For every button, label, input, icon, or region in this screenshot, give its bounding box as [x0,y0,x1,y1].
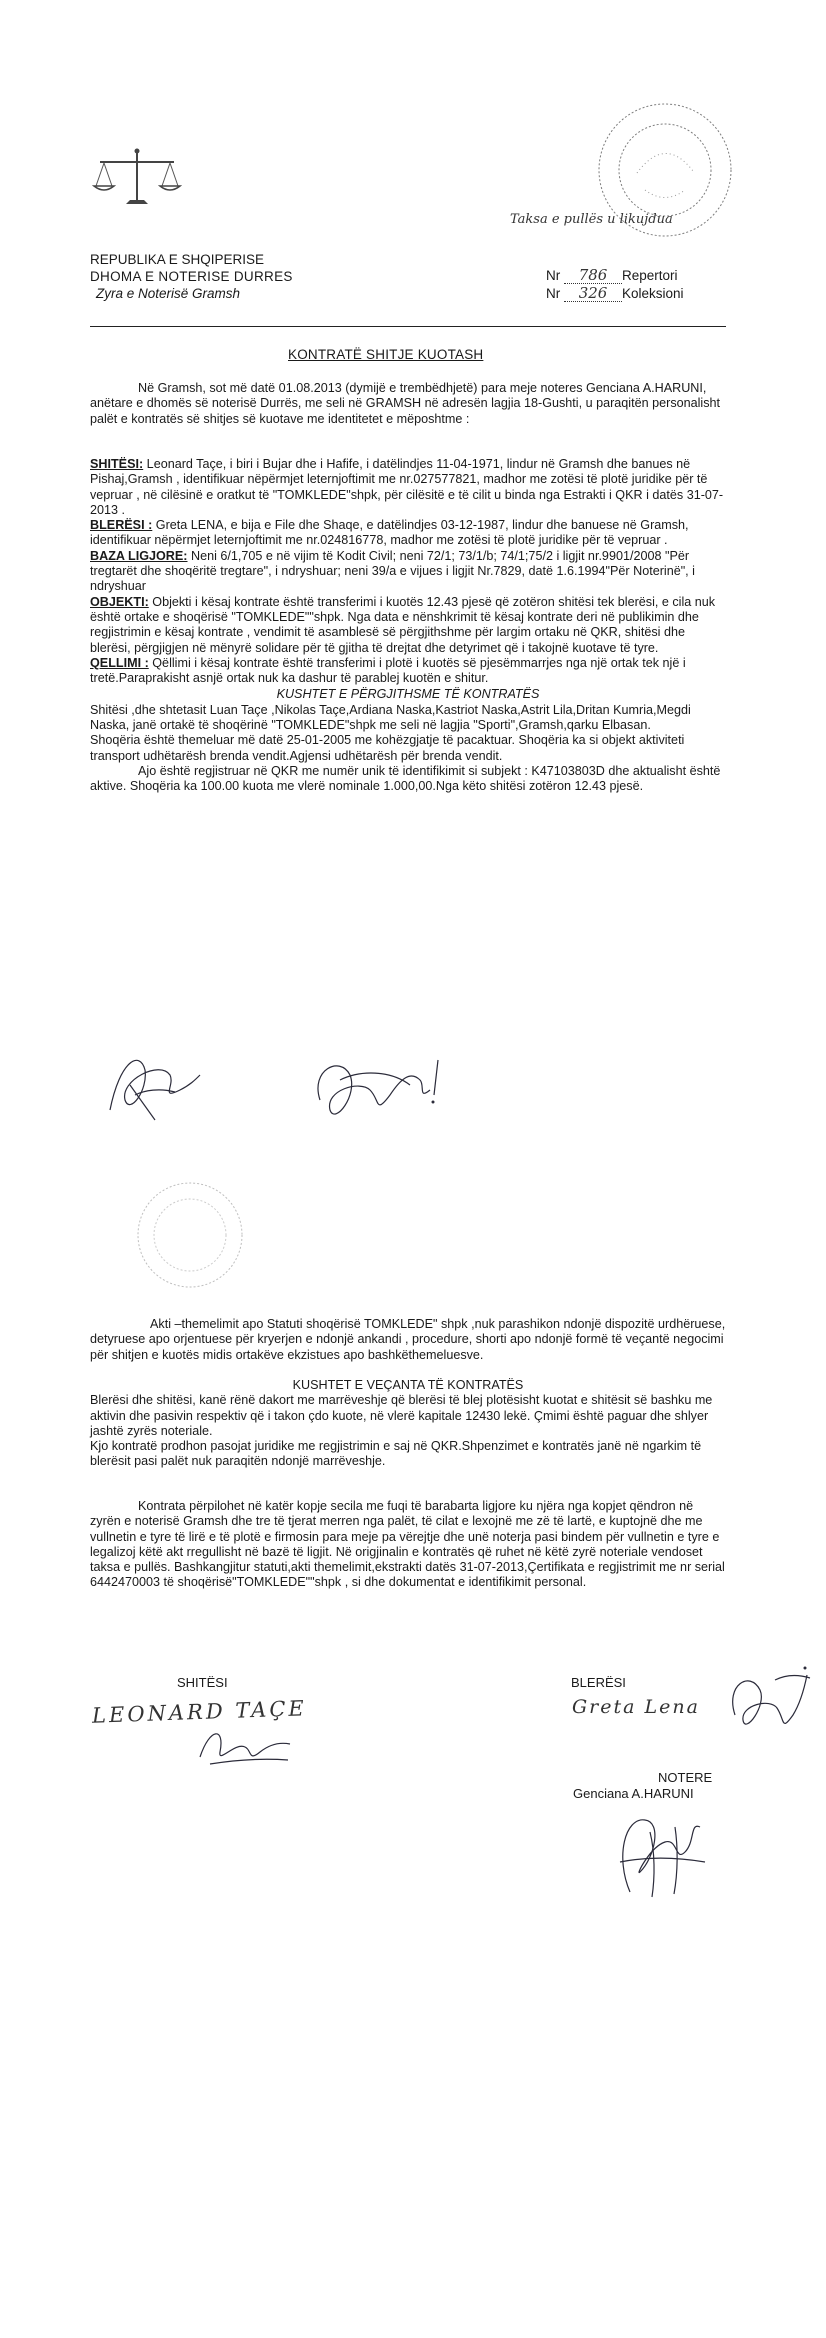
seller-handwritten-name: LEONARD TAÇE [91,1696,308,1728]
general-terms-p3: Ajo është regjistruar në QKR me numër unik të identifikimit si subjekt : K47103803D dhe aktualisht është aktive. Shoqëria ka 100.00 kuota me vlerë nominale 1.000,00.Nga këto shitësi zotëron 12.43 pjesë. [90,763,721,794]
parties-block [90,457,726,795]
object-clause [90,595,726,656]
buyer-handwritten-name: Greta Lena [572,1696,700,1718]
seller-initials-signature [100,1040,210,1130]
buyer-signature-label: BLERËSI [571,1675,626,1690]
intro-text: Në Gramsh, sot më datë 01.08.2013 (dymijë e trembëdhjetë) para meje noteres Genciana A.HARUNI, anëtare e dhomës së noterisë Durrës, me seli në GRAMSH në adresën lagjia 18-Gushti, u paraqitën personalisht palët e kontratës së shitjes së kuotave me identitetet e mëposhtme : [90,381,721,426]
legal-basis-label: BAZA LIGJORE: [90,548,188,563]
general-terms-p1: Shitësi ,dhe shtetasit Luan Taçe ,Nikolas Taçe,Ardiana Naska,Kastriot Naska,Astrit Lila,Dritan Kumria,Megdi Naska, janë ortakë të shoqërinë "TOMKLEDE"shpk me seli në lagjia "Sporti",Gramsh,qarku Elbasan. [90,702,691,733]
buyer-initials-signature [300,1040,450,1140]
legal-basis-clause [90,549,726,595]
articles-paragraph [90,1317,726,1363]
buyer-text: Greta LENA, e bija e File dhe Shaqe, e datëlindjes 03-12-1987, lindur dhe banuese në Gramsh, identifikuar nëpërmjet leternjoftimit me nr.024816778, madhor me zotësi të plotë juridike për të vepruar . [90,518,689,548]
republic-heading: REPUBLIKA E SHQIPERISE [90,252,265,267]
document-title: KONTRATË SHITJE KUOTASH [288,347,484,362]
special-terms-heading: KUSHTET E VEÇANTA TË KONTRATËS [292,1378,524,1392]
object-label: OBJEKTI: [90,594,149,609]
seller-signature-label: SHITËSI [177,1675,228,1690]
seller-text: Leonard Taçe, i biri i Bujar dhe i Hafife, i datëlindjes 11-04-1971, lindur në Gramsh dhe banues në Pishaj,Gramsh , identifikuar nëpërmjet leternjoftimit me nr.027577821, madhor me zotësi të plotë juridike për të vepruar , në cilësinë e oratkut të "TOMKLEDE"shpk, për cilësitë e të cilit u binda nga Estrakti i QKR i datës 31-07-2013 . [90,457,724,517]
general-terms-p2: Shoqëria është themeluar më datë 25-01-2005 me kohëzgjatje të pacaktuar. Shoqëria ka si objekt aktiviteti transport udhëtarësh brenda vendit.Agjensi udhëtarësh për brenda vendit. [90,733,685,763]
seller-clause [90,457,726,518]
buyer-label: BLERËSI : [90,518,153,533]
stamp-tax-note: Taksa e pullës u likujdua [510,212,673,227]
notary-name: Genciana A.HARUNI [573,1786,694,1801]
legal-basis-text: Neni 6/1,705 e në vijim të Kodit Civil; neni 72/1; 73/1/b; 74/1;75/2 i ligjit nr.9901/2008 "Për tregtarët dhe shoqëritë tregtare", i ndryshuar; neni 39/a e vijues i ligjit Nr.7829, datë 1.6.1994"Për Noterinë", i ndryshuar [90,548,695,594]
notary-signature-label: NOTERE [658,1770,713,1785]
intro-paragraph [90,381,726,427]
office-heading: Zyra e Noterisë Gramsh [96,286,241,301]
purpose-clause [90,656,726,687]
scales-of-justice-icon [92,146,182,214]
special-terms-block [90,1378,726,1470]
special-terms-p2: Kjo kontratë prodhon pasojat juridike me regjistrimin e saj në QKR.Shpenzimet e kontratës janë në ngarkim të blerësit pasi palët nuk paraqitën ndonjë marrëveshje. [90,1439,702,1469]
repertori-number [546,268,678,284]
object-text: Objekti i kësaj kontrate është transferimi i kuotës 12.43 pjesë që zotëron shitësi tek blerësi, e cila nuk është ortake e shoqërisë "TOMKLEDE""shpk. Nga data e nënshkrimit të kësaj kontrate deri në publikimin dhe regjistrimin e kësaj kontrate , vendimit të asamblesë së përgjithshme për largim ortaku në QKR, shitësi dhe blerësi, përgjigjen në mënyrë solidare për të gjitha të drejtat dhe detyrimet që i takojnë kuotave të tyre. [90,594,716,655]
closing-text: Kontrata përpilohet në katër kopje secila me fuqi të barabarta ligjore ku njëra nga kopjet qëndron në zyrën e noterisë Gramsh dhe tre të tjerat merren nga palët, të cilat e lexojnë me zë të lartë, e kuptojnë dhe me vullnetin e tyre të lirë e të plotë e firmosin para meje pa vërejtje dhe unë noterja pasi bindem për vullnetin e tyre e legalizoj këtë akt rregullisht në bazë të ligjit. Në origjinalin e kontratës që ruhet në këtë zyrë noteriale vendoset taksa e pullës. Bashkangjitur statuti,akti themelimit,ekstrakti datës 31-07-2013,Çertifikata e regjistrimit me nr serial 6442470003 të shoqërisë"TOMKLEDE""shpk , si dhe dokumentat e identifikimit personal. [90,1499,725,1590]
seller-signature [190,1722,300,1772]
general-terms-heading: KUSHTET E PËRGJITHSME TË KONTRATËS [276,687,540,702]
articles-text: Akti –themelimit apo Statuti shoqërisë TOMKLEDE" shpk ,nuk parashikon ndonjë dispozitë urdhëruese, detyruese apo orjentuese për kryerjen e ndonjë ankandi , procedure, shorti apo ndonjë formë të veçantë negocimi për shitjen e kuotës midis ortakëve ekzistues apo bashkëthemeluesve. [90,1317,726,1362]
notary-seal-stamp-faint [100,1180,250,1300]
header-divider [90,326,726,327]
buyer-signature [715,1660,815,1750]
nr-label: Nr [546,268,561,283]
chamber-heading: DHOMA E NOTERISE DURRES [90,269,293,284]
buyer-clause [90,518,726,549]
repertori-label: Repertori [622,268,678,283]
purpose-label: QELLIMI : [90,655,149,670]
closing-paragraph [90,1499,726,1591]
nr-label: Nr [546,286,561,301]
repertori-value: 786 [578,266,608,284]
purpose-text: Qëllimi i kësaj kontrate është transferimi i plotë i kuotës së pjesëmmarrjes nga një ortak tek një i tretë.Paraprakisht asnjë ortak nuk ka dashur të parablej kuotën e shitur. [90,655,686,686]
special-terms-p1: Blerësi dhe shitësi, kanë rënë dakort me marrëveshje që blerësi të blej plotësisht kuotat e shitësit së bashku me aktivin dhe pasivin respektiv që i takon çdo kuote, në vlerë kapitale 12430 lekë. Çmimi është paguar dhe shlyer jashtë zyrës noteriale. [90,1393,713,1438]
notary-signature [600,1802,720,1907]
koleksioni-number [546,286,684,302]
koleksioni-label: Koleksioni [622,286,684,301]
seller-label: SHITËSI: [90,457,144,471]
koleksioni-value: 326 [578,284,608,302]
